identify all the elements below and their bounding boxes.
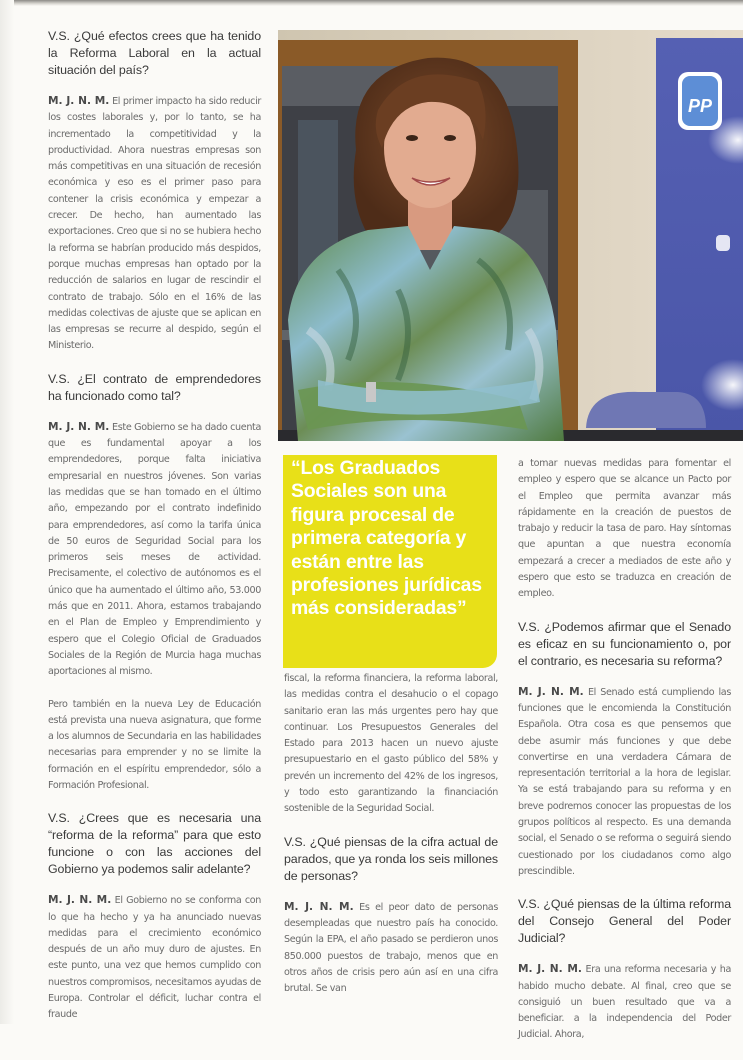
- answer-2: [48, 419, 261, 681]
- speaker-label: M. J. N. M.: [284, 900, 354, 913]
- answer-3-continued: fiscal, la reforma financiera, la reforma laboral, las medidas contra el desahucio o el copago sanitario eran las más urgentes pero hay que continuar. Los Presupuestos Generales del Estado para 2013 hacen un nuevo ajuste presupuestario en el gasto público del 58% y prevén un incremento del 42% de los ingresos, y todo esto garantizando la financiación sostenible de la Seguridad Social.: [284, 673, 498, 815]
- page-gutter-shadow: [0, 0, 14, 1024]
- middle-column: [284, 671, 498, 1013]
- speaker-label: M. J. N. M.: [48, 894, 112, 907]
- pull-quote-box: [283, 455, 497, 668]
- answer-4-continued: a tomar nuevas medidas para fomentar el empleo y espero que se alcance un Pacto por el Empleo que permita avanzar más rápidamente en la creación de puestos de trabajo y reducir la tasa de paro. Hay síntomas que apuntan a que nuestra economía empezará a crecer a mediados de este año y espero que esto se traduzca en creación de empleo.: [518, 458, 731, 600]
- question-6: V.S. ¿Qué piensas de la última reforma del Consejo General del Poder Judicial?: [518, 897, 731, 946]
- question-2: V.S. ¿El contrato de emprendedores ha funcionado como tal?: [48, 371, 261, 403]
- page-top-edge: [0, 0, 743, 6]
- answer-1: [48, 93, 261, 355]
- answer-text: El primer impacto ha sido reducir los costes laborales y, por lo tanto, se ha incrementado la competitividad y la productividad. Ahora nuestras empresas son más competitivas en una situación de recesión económica y eso es el primer paso para contener la crisis económica y empezar a crecer. De hecho, han aumentado las exportaciones. Creo que si no se hubiera hecho la reforma se habrían producido más despidos, porque muchas empresas han optado por la reducción de salarios en lugar de rescindir el contrato de trabajo. Sólo en el 16% de las medidas colectivas de ajuste que se aplican en las empresas se recurre al despido, según el Ministerio.: [48, 96, 261, 352]
- answer-text: Este Gobierno se ha dado cuenta que es fundamental apoyar a los emprendedores, porque falta iniciativa empresarial en nuestros jóvenes. Son varias las medidas que se han tomado en el último año, empezando por el contrato indefinido para emprendedores, así como la tarifa única de 50 euros de Seguridad Social para los primeros seis meses de actividad. Precisamente, el colectivo de autónomos es el único que ha aumentado el último año, 53.000 más que en 2011. Ahora, estamos trabajando en el Plan de Empleo y Emprendimiento y espero que el Colegio Oficial de Graduados Sociales de la Región de Murcia haga muchas aportaciones al mismo.: [48, 421, 261, 678]
- answer-text: Era una reforma necesaria y ha habido mucho debate. Al final, creo que se consiguió un buen resultado que va a beneficiar. a la independencia del Poder Judicial. Ahora,: [518, 964, 732, 1041]
- right-column: [518, 456, 731, 1060]
- banner-logo-text: PP: [688, 96, 713, 116]
- answer-text: Es el peor dato de personas desempleadas que nuestro país ha conocido. Según la EPA, el año pasado se perdieron unos 850.000 puestos de trabajo, menos que en otros años de crisis pero aún así en una cifra brutal. Se van: [284, 901, 498, 995]
- answer-6: [518, 961, 731, 1043]
- question-1: V.S. ¿Qué efectos crees que ha tenido la Reforma Laboral en la actual situación del país?: [48, 29, 261, 77]
- answer-3: [48, 892, 261, 1023]
- question-4: V.S. ¿Qué piensas de la cifra actual de parados, que ya ronda los seis millones de personas?: [284, 834, 498, 883]
- speaker-label: M. J. N. M.: [518, 963, 582, 976]
- answer-2-continued: Pero también en la nueva Ley de Educación está prevista una nueva asignatura, que forme a los alumnos de Secundaria en las habilidades necesarias para emprender y no se limite la formación en el espíritu emprendedor, sólo a Formación Profesional.: [48, 698, 261, 791]
- answer-5: [518, 684, 731, 881]
- portrait-image: [278, 30, 743, 441]
- speaker-label: M. J. N. M.: [48, 95, 110, 107]
- interview-photo: [278, 30, 743, 441]
- answer-text: El Senado está cumpliendo las funciones que le encomienda la Constitución Española. Otra cosa es que pensemos que debe asumir más funciones y que debe convertirse en una verdadera Cámara de representación territorial a la hora de legislar. Ya se está trabajando para su reforma y en breve podremos conocer las propuestas de los grupos políticos al respecto. Es una demanda social, el Senado o se reforma o seguirá siendo cuestionado por los ciudadanos como algo prescindible.: [518, 686, 731, 877]
- question-3: V.S. ¿Crees que es necesaria una “reforma de la reforma” para que esto funcione o con las acciones del Gobierno ya podemos salir adelante?: [48, 811, 261, 877]
- speaker-label: M. J. N. M.: [48, 420, 110, 433]
- answer-4: [284, 899, 498, 998]
- pull-quote-text: “Los Graduados Sociales son una figura procesal de primera categoría y están entre las profesiones jurídicas más consideradas”: [291, 457, 482, 620]
- speaker-label: M. J. N. M.: [518, 685, 584, 698]
- answer-text: El Gobierno no se conforma con lo que ha hecho y ya ha anunciado nuevas medidas para el crecimiento económico después de un año muy duro de ajustes. En este punto, una vez que hemos cumplido con nuestros compromisos, necesitamos ayudas de Europa. Controlar el déficit, luchar contra el fraude: [48, 895, 261, 1021]
- left-column: [48, 28, 261, 1040]
- question-5: V.S. ¿Podemos afirmar que el Senado es eficaz en su funcionamiento o, por el contrario, es necesaria su reforma?: [518, 619, 731, 668]
